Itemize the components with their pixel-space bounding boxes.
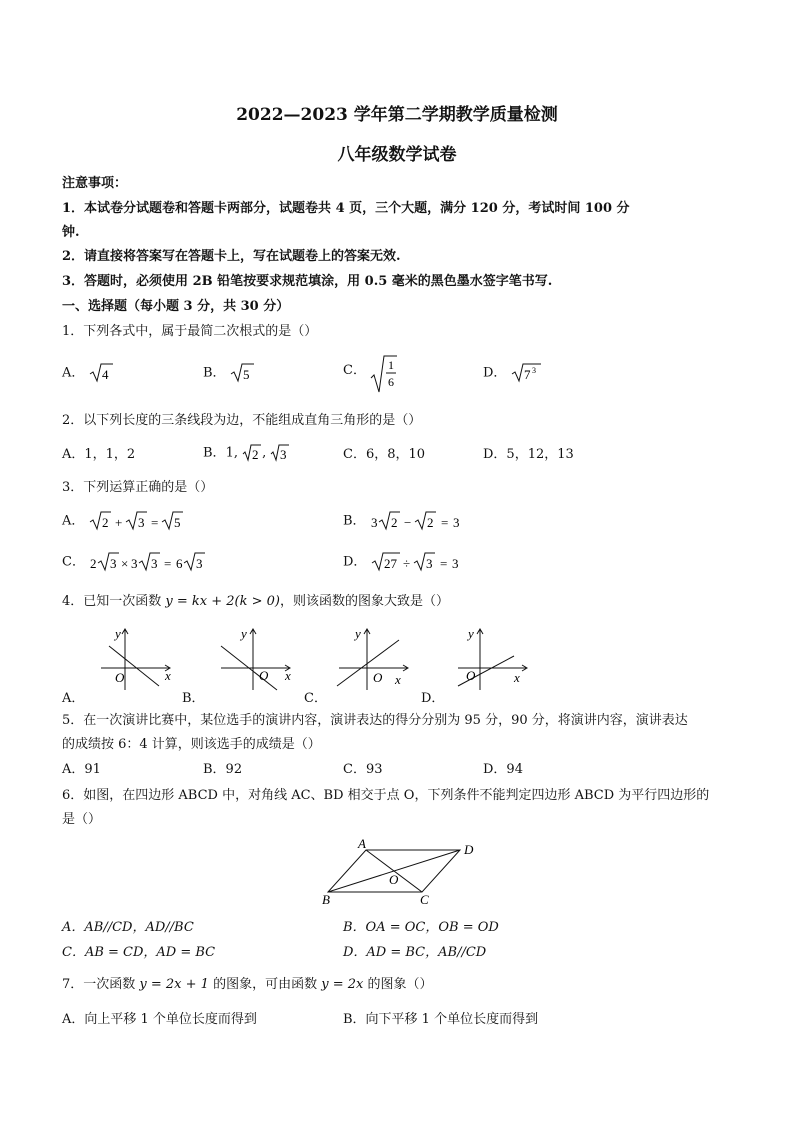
q7-stem: 7．一次函数 y = 2x + 1 的图象，可由函数 y = 2x 的图象（） bbox=[62, 977, 433, 992]
q4-graph-c bbox=[333, 626, 413, 692]
q5-option-b: B．92 bbox=[203, 762, 243, 777]
notice-item-3: 3．答题时，必须使用 2B 铅笔按要求规范填涂，用 0.5 毫米的黑色墨水签字笔书写. bbox=[62, 274, 553, 289]
q4-graph-b bbox=[215, 626, 295, 692]
svg-text:O: O bbox=[259, 668, 269, 683]
q2-option-c: C．6，8，10 bbox=[343, 447, 426, 462]
svg-text:B: B bbox=[322, 892, 330, 906]
svg-text:3: 3 bbox=[196, 556, 203, 571]
svg-text:7: 7 bbox=[523, 367, 531, 382]
q2-option-d: D．5，12，13 bbox=[483, 447, 574, 462]
svg-text:2: 2 bbox=[390, 515, 398, 530]
q5-option-a: A．91 bbox=[62, 762, 101, 777]
q3-option-d: D． 27 ÷ 3 = 3 bbox=[343, 551, 481, 573]
q3-option-a: A． 2 + 3 = 5 bbox=[62, 510, 189, 532]
q2-option-b: B．1, 2 , 3 bbox=[203, 443, 290, 463]
q3-c-expression bbox=[89, 551, 209, 573]
svg-text:3: 3 bbox=[280, 447, 287, 462]
svg-text:3: 3 bbox=[131, 556, 138, 571]
q4-stem: 4．已知一次函数 y = kx + 2(k > 0)，则该函数的图象大致是（） bbox=[62, 594, 450, 609]
notice-item-2: 2．请直接将答案写在答题卡上，写在试题卷上的答案无效. bbox=[62, 249, 401, 264]
sqrt-icon bbox=[89, 362, 115, 384]
svg-text:1: 1 bbox=[388, 358, 395, 372]
svg-text:6: 6 bbox=[388, 375, 395, 389]
svg-text:x: x bbox=[165, 668, 171, 683]
q2-option-a: A．1，1，2 bbox=[62, 447, 136, 462]
svg-text:×: × bbox=[121, 556, 129, 571]
notice-item-1: 1．本试卷分试题卷和答题卡两部分，试题卷共 4 页，三个大题，满分 120 分，考试时间 100 分 bbox=[62, 201, 630, 216]
svg-text:O: O bbox=[373, 670, 383, 685]
svg-text:3: 3 bbox=[452, 515, 460, 530]
svg-text:5: 5 bbox=[173, 515, 181, 530]
svg-text:O: O bbox=[466, 668, 476, 683]
svg-text:=: = bbox=[440, 515, 449, 530]
q3-d-expression bbox=[371, 551, 481, 573]
q1-stem: 1．下列各式中，属于最简二次根式的是（） bbox=[62, 324, 318, 339]
q4-graph-a bbox=[95, 626, 175, 692]
notice-heading: 注意事项： bbox=[62, 176, 128, 191]
svg-text:3: 3 bbox=[370, 515, 378, 530]
svg-text:3: 3 bbox=[110, 556, 117, 571]
svg-text:+: + bbox=[114, 515, 122, 530]
svg-text:y: y bbox=[241, 626, 247, 641]
q5-option-d: D．94 bbox=[483, 762, 523, 777]
q1-option-b: B． 5 bbox=[203, 362, 256, 384]
q4-option-c: C． bbox=[304, 691, 327, 706]
notice-item-1-cont: 钟. bbox=[62, 225, 80, 240]
q3-a-expression bbox=[89, 510, 189, 532]
svg-text:6: 6 bbox=[176, 556, 183, 571]
svg-text:y: y bbox=[468, 626, 474, 641]
svg-text:2: 2 bbox=[90, 556, 97, 571]
q2-stem: 2．以下列长度的三条线段为边，不能组成直角三角形的是（） bbox=[62, 413, 422, 428]
svg-text:O: O bbox=[115, 670, 125, 685]
svg-text:3: 3 bbox=[151, 556, 158, 571]
svg-text:O: O bbox=[389, 872, 399, 887]
svg-text:2: 2 bbox=[252, 447, 259, 462]
q6-option-a: A．AB//CD，AD//BC bbox=[62, 920, 194, 935]
svg-text:=: = bbox=[164, 556, 172, 571]
q6-option-c: C．AB = CD，AD = BC bbox=[62, 945, 216, 960]
svg-text:3: 3 bbox=[425, 556, 433, 571]
svg-text:x: x bbox=[285, 668, 291, 683]
svg-text:D: D bbox=[464, 842, 474, 857]
svg-text:=: = bbox=[439, 556, 447, 571]
exam-subtitle: 八年级数学试卷 bbox=[337, 145, 457, 165]
svg-text:2: 2 bbox=[426, 515, 434, 530]
q1-option-d: D． 7 3 bbox=[483, 362, 543, 384]
q6-option-d: D．AD = BC，AB//CD bbox=[343, 945, 487, 960]
q4-option-b: B． bbox=[182, 691, 205, 706]
sqrt-icon bbox=[270, 443, 290, 463]
sqrt-icon bbox=[230, 362, 256, 384]
svg-text:=: = bbox=[150, 515, 158, 530]
svg-text:A: A bbox=[358, 836, 366, 851]
q5-option-c: C．93 bbox=[343, 762, 383, 777]
q5-stem-cont: 的成绩按 6：4 计算，则该选手的成绩是（） bbox=[62, 737, 321, 752]
svg-text:y: y bbox=[355, 626, 361, 641]
svg-text:x: x bbox=[395, 672, 401, 687]
section-choice-heading: 一、选择题（每小题 3 分，共 30 分） bbox=[62, 299, 290, 314]
q4-option-d: D． bbox=[421, 691, 445, 706]
q6-stem-cont: 是（） bbox=[62, 812, 102, 827]
q6-parallelogram-figure bbox=[318, 836, 488, 906]
q3-stem: 3．下列运算正确的是（） bbox=[62, 480, 214, 495]
svg-text:y: y bbox=[115, 626, 121, 641]
q3-option-c: C． 2 3 × 3 3 = 6 3 bbox=[62, 551, 209, 573]
q4-graph-d bbox=[452, 626, 532, 692]
q5-stem: 5．在一次演讲比赛中，某位选手的演讲内容，演讲表达的得分分别为 95 分，90 分，将演讲内容，演讲表达 bbox=[62, 713, 688, 728]
sqrt-fraction-icon bbox=[370, 354, 398, 394]
svg-text:4: 4 bbox=[101, 367, 109, 382]
q1-option-a: A． 4 bbox=[62, 362, 115, 384]
q4-option-a: A． bbox=[62, 691, 85, 706]
q6-option-b: B．OA = OC，OB = OD bbox=[343, 920, 499, 935]
q6-stem: 6．如图，在四边形 ABCD 中，对角线 AC、BD 相交于点 O，下列条件不能判定四边形 ABCD 为平行四边形的 bbox=[62, 788, 710, 803]
q3-option-b: B． 3 2 − 2 = 3 bbox=[343, 510, 470, 532]
svg-text:27: 27 bbox=[383, 556, 397, 571]
exam-title: 2022—2023 学年第二学期教学质量检测 bbox=[236, 105, 558, 125]
svg-text:3: 3 bbox=[451, 556, 459, 571]
svg-text:3: 3 bbox=[137, 515, 145, 530]
q3-b-expression bbox=[370, 510, 470, 532]
sqrt-icon bbox=[242, 443, 262, 463]
svg-text:x: x bbox=[514, 670, 520, 685]
svg-text:5: 5 bbox=[242, 367, 250, 382]
q1-option-c: C． 1 6 bbox=[343, 354, 398, 394]
svg-text:÷: ÷ bbox=[402, 556, 410, 571]
q7-option-a: A．向上平移 1 个单位长度而得到 bbox=[62, 1012, 257, 1027]
sqrt-power-icon bbox=[511, 362, 543, 384]
q7-option-b: B．向下平移 1 个单位长度而得到 bbox=[343, 1012, 539, 1027]
svg-text:2: 2 bbox=[101, 515, 109, 530]
svg-text:C: C bbox=[420, 892, 429, 906]
svg-text:3: 3 bbox=[531, 366, 536, 375]
svg-text:−: − bbox=[403, 515, 412, 530]
